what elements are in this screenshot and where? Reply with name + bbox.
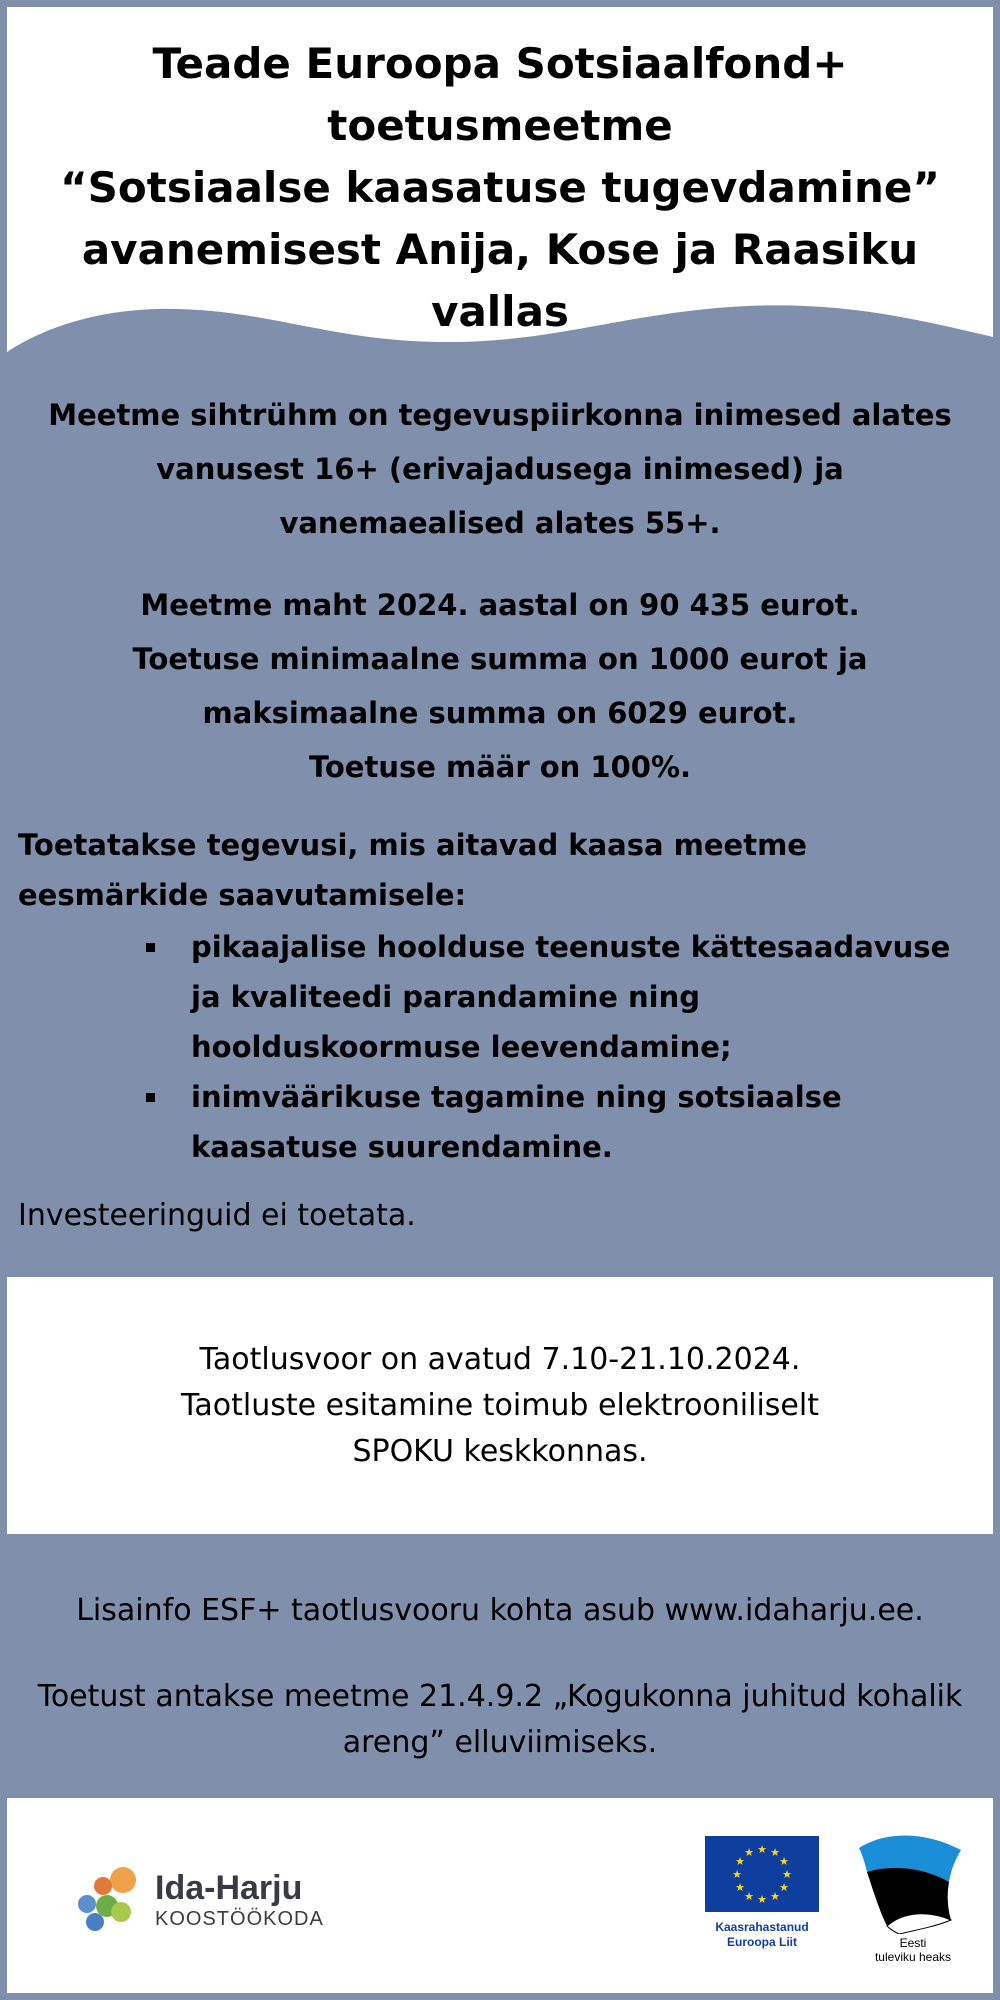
bullet-square-icon: [146, 943, 155, 952]
svg-text:★: ★: [732, 1868, 742, 1881]
page-title: [7, 33, 993, 343]
text-line: Taotlusvoor on avatud 7.10-21.10.2024.: [199, 1342, 801, 1377]
funding-text: [18, 578, 982, 794]
estonia-future-logo: [857, 1830, 969, 1980]
text-line: Toetuse määr on 100%.: [308, 750, 692, 784]
text-line: inimväärikuse tagamine ning sotsiaalse: [191, 1080, 842, 1114]
text-line: Euroopa Liit: [727, 1935, 797, 1949]
text-line: Toetatakse tegevusi, mis aitavad kaasa meetme: [18, 828, 807, 862]
ida-harju-subtitle: KOOSTÖÖKODA: [155, 1908, 324, 1930]
svg-text:★: ★: [757, 1893, 767, 1906]
circles-icon: [73, 1866, 149, 1932]
estonia-caption: [857, 1936, 969, 1964]
estonia-flag-swoosh-icon: [857, 1830, 969, 1934]
svg-text:★: ★: [757, 1843, 767, 1856]
activities-list: [146, 922, 976, 1172]
text-line: kaasatuse suurendamine.: [191, 1130, 613, 1164]
text-line: Kaasrahastanud: [715, 1920, 809, 1934]
activities-intro: [18, 820, 982, 920]
svg-text:★: ★: [735, 1881, 745, 1894]
text-line: Toetuse minimaalne summa on 1000 eurot ja: [132, 642, 868, 676]
svg-text:★: ★: [770, 1846, 780, 1859]
text-line: vanusest 16+ (erivajadusega inimesed) ja: [156, 452, 844, 486]
investments-note: Investeeringuid ei toetata.: [18, 1198, 416, 1233]
eu-flag-icon: [705, 1836, 819, 1912]
eu-stars-icon: [705, 1836, 819, 1912]
grant-basis-text: [0, 1674, 1000, 1766]
text-line: areng” elluviimiseks.: [342, 1725, 658, 1760]
text-line: hoolduskoormuse leevendamine;: [191, 1030, 732, 1064]
text-line: Toetust antakse meetme 21.4.9.2 „Kogukonna juhitud kohalik: [37, 1679, 963, 1714]
footer-logos: [7, 1798, 993, 1993]
eu-cofunded-logo: [697, 1836, 827, 1976]
svg-text:★: ★: [782, 1868, 792, 1881]
header-panel: [7, 7, 993, 357]
svg-text:★: ★: [770, 1890, 780, 1903]
svg-text:★: ★: [779, 1855, 789, 1868]
text-line: eesmärkide saavutamisele:: [18, 878, 467, 912]
svg-text:★: ★: [735, 1855, 745, 1868]
ida-harju-name: Ida-Harju: [155, 1869, 303, 1907]
svg-text:★: ★: [744, 1890, 754, 1903]
bullet-square-icon: [146, 1093, 155, 1102]
ida-harju-logo: [73, 1866, 333, 1936]
text-line: Meetme maht 2024. aastal on 90 435 eurot.: [140, 588, 860, 622]
call-info-panel: [7, 1277, 993, 1534]
title-line: toetusmeetme: [327, 101, 673, 150]
text-line: tuleviku heaks: [874, 1950, 952, 1964]
svg-text:★: ★: [779, 1881, 789, 1894]
text-line: ja kvaliteedi parandamine ning: [191, 980, 700, 1014]
text-line: Meetme sihtrühm on tegevuspiirkonna inimesed alates: [48, 398, 952, 432]
text-line: Eesti: [899, 1936, 927, 1950]
text-line: Taotluste esitamine toimub elektrooniliselt: [181, 1388, 819, 1423]
target-group-text: [18, 388, 982, 550]
text-line: vanemaealised alates 55+.: [279, 506, 721, 540]
list-item: [146, 1072, 976, 1172]
call-info-text: [7, 1337, 993, 1475]
text-line: pikaajalise hoolduse teenuste kättesaadavuse: [191, 930, 951, 964]
list-item: [146, 922, 976, 1072]
svg-text:★: ★: [744, 1846, 754, 1859]
eu-caption: [697, 1920, 827, 1950]
text-line: SPOKU keskkonnas.: [352, 1434, 648, 1469]
more-info-text: Lisainfo ESF+ taotlusvooru kohta asub www.idaharju.ee.: [76, 1593, 924, 1628]
title-line: “Sotsiaalse kaasatuse tugevdamine”: [60, 163, 940, 212]
text-line: maksimaalne summa on 6029 eurot.: [202, 696, 798, 730]
title-line: Teade Euroopa Sotsiaalfond+: [152, 39, 848, 88]
title-line: avanemisest Anija, Kose ja Raasiku vallas: [81, 225, 919, 336]
